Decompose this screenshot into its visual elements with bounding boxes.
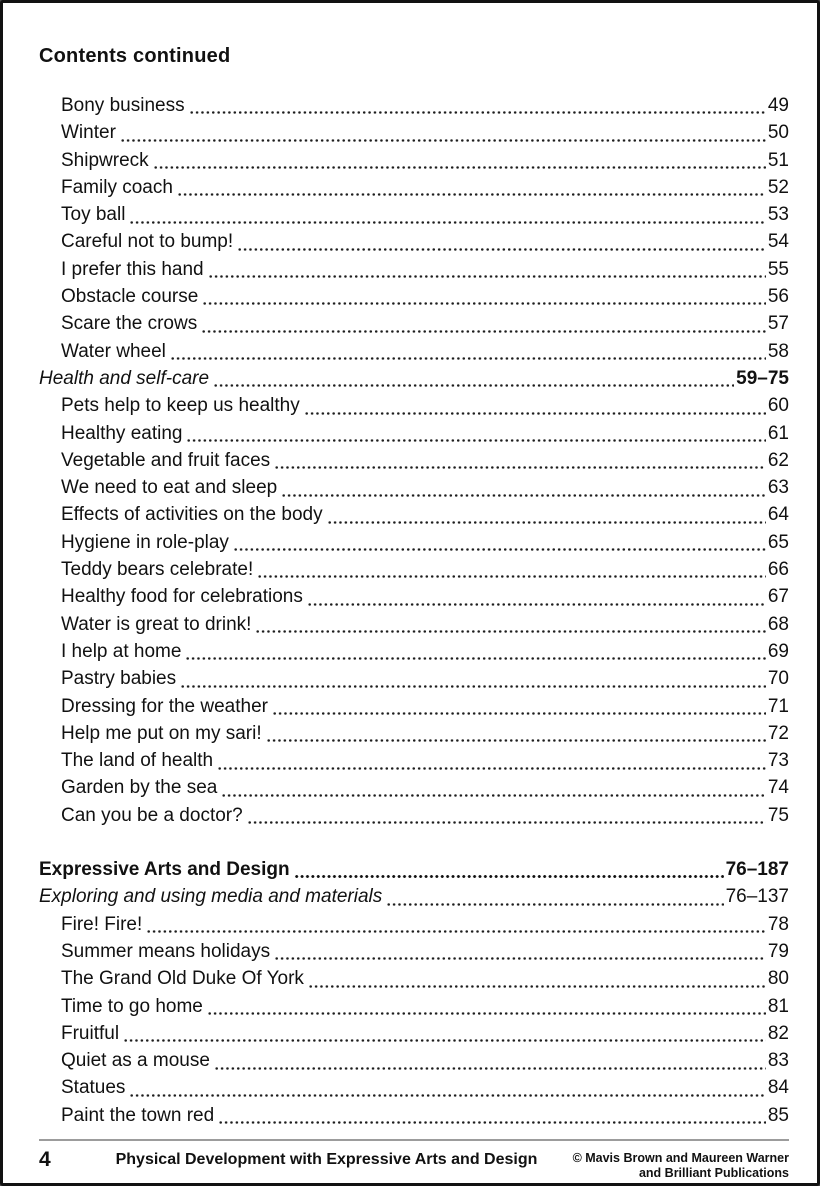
toc-entry-page: 61	[767, 422, 789, 444]
dot-leader	[213, 365, 734, 392]
dot-leader	[218, 1102, 766, 1129]
toc-entry-page: 84	[767, 1077, 789, 1099]
toc-entry	[39, 583, 789, 610]
toc-entry	[39, 938, 789, 965]
dot-leader	[304, 392, 766, 419]
footer-book-title: Physical Development with Expressive Arts and Design	[115, 1150, 538, 1168]
toc-entry	[39, 256, 789, 283]
toc-entry	[39, 1020, 789, 1047]
footer-page-number: 4	[39, 1147, 51, 1171]
toc-entry	[39, 228, 789, 255]
page-footer	[39, 1148, 789, 1182]
toc-entry-page: 75	[767, 804, 789, 826]
toc-entry-label: The land of health	[61, 750, 214, 772]
toc-entry	[39, 420, 789, 447]
toc-entry-page: 79	[767, 940, 789, 962]
dot-leader	[281, 474, 766, 501]
dot-leader	[129, 1074, 765, 1101]
toc-entry	[39, 474, 789, 501]
toc-entry	[39, 201, 789, 228]
dot-leader	[237, 228, 766, 255]
toc-entry-label: I help at home	[61, 640, 182, 662]
toc-entry-label: Pastry babies	[61, 668, 177, 690]
dot-leader	[221, 774, 766, 801]
toc-entry	[39, 774, 789, 801]
footer-copyright-line2: and Brilliant Publications	[638, 1166, 789, 1181]
toc-entry-page: 70	[767, 668, 789, 690]
toc-entry-label: Teddy bears celebrate!	[61, 559, 254, 581]
dot-leader	[146, 911, 766, 938]
toc-entry	[39, 693, 789, 720]
toc-entry-label: Toy ball	[61, 204, 126, 226]
toc-entry-label: Shipwreck	[61, 149, 149, 171]
toc-entry-page: 81	[767, 995, 789, 1017]
toc-entry	[39, 720, 789, 747]
dot-leader	[123, 1020, 766, 1047]
toc-entry	[39, 665, 789, 692]
toc-entry-label: Water wheel	[61, 340, 166, 362]
toc-entry-label: Fire! Fire!	[61, 913, 143, 935]
toc-entry-page: 65	[767, 531, 789, 553]
toc-entry	[39, 174, 789, 201]
dot-leader	[207, 993, 766, 1020]
toc-entry	[39, 119, 789, 146]
dot-leader	[274, 447, 766, 474]
dot-leader	[208, 256, 766, 283]
toc-entry-label: We need to eat and sleep	[61, 477, 278, 499]
toc-entry-page: 60	[767, 395, 789, 417]
dot-leader	[327, 501, 766, 528]
toc-entry-page: 66	[767, 559, 789, 581]
dot-leader	[180, 665, 766, 692]
toc-entry-label: Garden by the sea	[61, 777, 218, 799]
dot-leader	[308, 965, 766, 992]
toc-entry-page: 56	[767, 286, 789, 308]
toc-entry-page: 71	[767, 695, 789, 717]
toc-entry-label: Exploring and using media and materials	[39, 886, 383, 908]
dot-leader	[214, 1047, 766, 1074]
dot-leader	[170, 338, 766, 365]
dot-leader	[233, 529, 766, 556]
toc-entry-label: Paint the town red	[61, 1104, 215, 1126]
dot-leader	[129, 201, 765, 228]
toc-entry-label: Scare the crows	[61, 313, 198, 335]
dot-leader	[202, 283, 766, 310]
dot-leader	[185, 638, 765, 665]
toc-entry-page: 69	[767, 640, 789, 662]
toc-entry	[39, 856, 789, 883]
toc-entry-page: 62	[767, 449, 789, 471]
dot-leader	[201, 310, 766, 337]
toc-entry-page: 80	[767, 968, 789, 990]
toc-entry	[39, 965, 789, 992]
toc-entry-label: Water is great to drink!	[61, 613, 252, 635]
toc-entry-label: Healthy food for celebrations	[61, 586, 303, 608]
toc-entry-label: Pets help to keep us healthy	[61, 395, 300, 417]
toc-entry-label: Can you be a doctor?	[61, 804, 243, 826]
footer-divider	[39, 1139, 789, 1141]
toc-entry-page: 53	[767, 204, 789, 226]
toc-entry	[39, 556, 789, 583]
toc-entry	[39, 993, 789, 1020]
dot-leader	[153, 147, 766, 174]
toc-entry-page: 59–75	[736, 367, 789, 389]
dot-leader	[189, 92, 766, 119]
toc-entry	[39, 638, 789, 665]
dot-leader	[120, 119, 766, 146]
toc-entry-label: Obstacle course	[61, 286, 199, 308]
dot-leader	[247, 802, 766, 829]
toc-entry-page: 52	[767, 176, 789, 198]
toc-entry-page: 76–187	[725, 859, 789, 881]
toc-entry	[39, 501, 789, 528]
dot-leader	[186, 420, 765, 447]
dot-leader	[217, 747, 766, 774]
toc-entry-label: Hygiene in role-play	[61, 531, 229, 553]
toc-entry-label: Vegetable and fruit faces	[61, 449, 271, 471]
toc-entry-label: Family coach	[61, 176, 173, 198]
dot-leader	[257, 556, 766, 583]
toc-entry	[39, 1074, 789, 1101]
toc-entry	[39, 392, 789, 419]
toc-entry-label: Effects of activities on the body	[61, 504, 323, 526]
toc-entry-label: Expressive Arts and Design	[39, 859, 290, 881]
dot-leader	[274, 938, 766, 965]
table-of-contents	[39, 92, 789, 1129]
toc-entry-page: 67	[767, 586, 789, 608]
dot-leader	[307, 583, 766, 610]
toc-entry-label: Statues	[61, 1077, 126, 1099]
toc-entry	[39, 911, 789, 938]
toc-entry-label: Help me put on my sari!	[61, 722, 262, 744]
toc-entry-label: Careful not to bump!	[61, 231, 234, 253]
toc-entry-page: 64	[767, 504, 789, 526]
toc-entry-label: I prefer this hand	[61, 258, 204, 280]
toc-entry-page: 54	[767, 231, 789, 253]
toc-entry-page: 76–137	[725, 886, 789, 908]
dot-leader	[294, 856, 724, 883]
toc-entry-page: 55	[767, 258, 789, 280]
toc-entry	[39, 365, 789, 392]
toc-entry	[39, 310, 789, 337]
toc-entry-page: 78	[767, 913, 789, 935]
dot-leader	[255, 611, 765, 638]
dot-leader	[386, 883, 723, 910]
toc-entry-label: The Grand Old Duke Of York	[61, 968, 304, 990]
toc-entry-page: 73	[767, 750, 789, 772]
toc-entry	[39, 92, 789, 119]
toc-entry-label: Healthy eating	[61, 422, 183, 444]
toc-entry-page: 82	[767, 1022, 789, 1044]
dot-leader	[272, 693, 766, 720]
toc-entry-label: Summer means holidays	[61, 940, 271, 962]
toc-entry	[39, 611, 789, 638]
toc-entry-page: 50	[767, 122, 789, 144]
toc-entry-label: Time to go home	[61, 995, 203, 1017]
toc-entry	[39, 883, 789, 910]
toc-entry-page: 57	[767, 313, 789, 335]
toc-entry-page: 83	[767, 1050, 789, 1072]
toc-entry-label: Dressing for the weather	[61, 695, 268, 717]
toc-entry	[39, 338, 789, 365]
dot-leader	[177, 174, 766, 201]
toc-entry	[39, 1102, 789, 1129]
toc-entry-page: 51	[767, 149, 789, 171]
toc-entry-page: 68	[767, 613, 789, 635]
toc-entry	[39, 447, 789, 474]
toc-entry	[39, 802, 789, 829]
toc-entry	[39, 529, 789, 556]
toc-entry-page: 63	[767, 477, 789, 499]
toc-entry	[39, 1047, 789, 1074]
toc-entry-page: 74	[767, 777, 789, 799]
toc-entry-label: Bony business	[61, 95, 185, 116]
toc-entry-page: 72	[767, 722, 789, 744]
dot-leader	[266, 720, 766, 747]
toc-entry	[39, 747, 789, 774]
page-title: Contents continued	[39, 45, 231, 67]
toc-entry-page: 85	[767, 1104, 789, 1126]
toc-entry-label: Winter	[61, 122, 116, 144]
footer-copyright-line1: © Mavis Brown and Maureen Warner	[572, 1150, 789, 1165]
toc-entry-page: 58	[767, 340, 789, 362]
toc-entry-label: Fruitful	[61, 1022, 120, 1044]
toc-entry	[39, 147, 789, 174]
footer-copyright	[554, 1148, 789, 1182]
toc-entry-page: 49	[767, 95, 789, 116]
toc-entry-label: Quiet as a mouse	[61, 1050, 210, 1072]
toc-entry-label: Health and self-care	[39, 367, 210, 389]
toc-entry	[39, 283, 789, 310]
